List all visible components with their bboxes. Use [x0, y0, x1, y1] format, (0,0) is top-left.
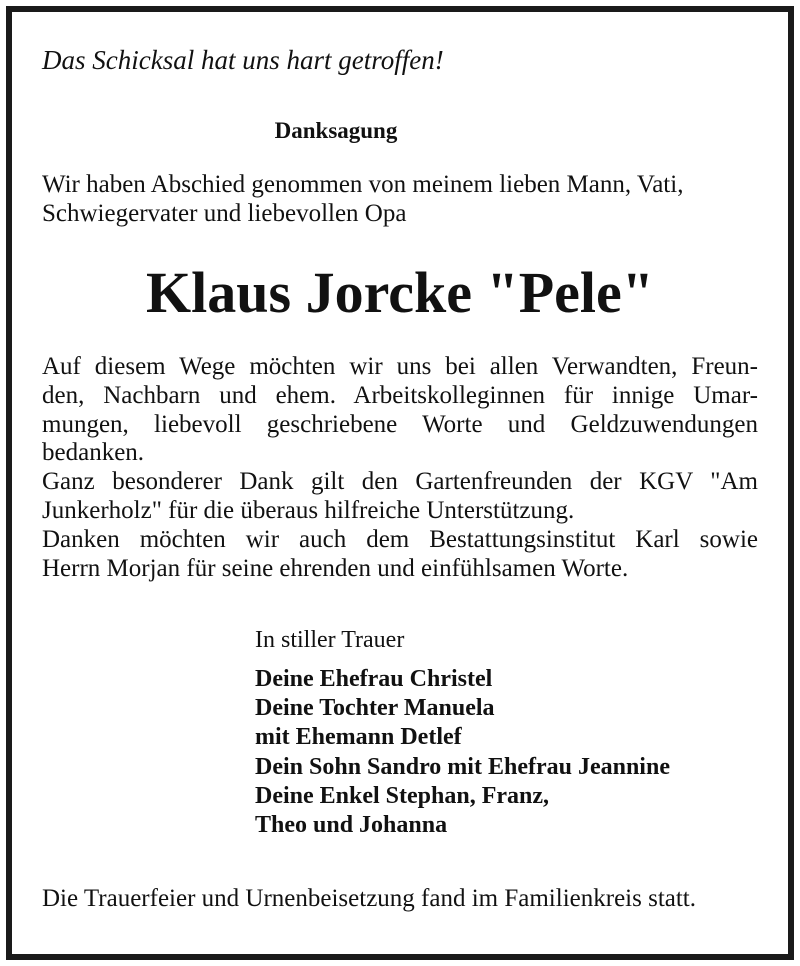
signatory-line: Deine Tochter Manuela: [255, 695, 495, 722]
body-line: Junkerholz" für die überaus hilfreiche Unterstützung.: [42, 496, 575, 524]
body-line: den, Nachbarn und ehem. Arbeitskolleginnen für innige Umar-: [42, 381, 758, 409]
signatory-line: Dein Sohn Sandro mit Ehefrau Jeannine: [255, 753, 670, 780]
body-line: bedanken.: [42, 439, 145, 467]
deceased-name: Klaus Jorcke "Pele": [146, 260, 654, 325]
signatory-line: mit Ehemann Detlef: [255, 724, 462, 751]
signatories-list: [255, 665, 670, 840]
intro-paragraph: [42, 170, 764, 228]
body-line: Herrn Morjan für seine ehrenden und einfühlsamen Worte.: [42, 554, 629, 582]
funeral-note: Die Trauerfeier und Urnenbeisetzung fand im Familienkreis statt.: [42, 885, 697, 912]
signatory-line: Deine Ehefrau Christel: [255, 666, 493, 692]
intro-line: Schwiegervater und liebevollen Opa: [42, 200, 407, 227]
body-line: mungen, liebevoll geschriebene Worte und Geldzuwendungen: [42, 410, 758, 438]
mourning-label: In stiller Trauer: [255, 627, 405, 653]
body-line: Ganz besonderer Dank gilt den Gartenfreunden der KGV "Am: [42, 468, 758, 496]
notice-heading: Danksagung: [274, 118, 398, 143]
thanks-paragraph: [42, 353, 758, 583]
body-line: Auf diesem Wege möchten wir uns bei allen Verwandten, Freun-: [42, 353, 758, 380]
intro-line: Wir haben Abschied genommen von meinem lieben Mann, Vati,: [42, 171, 684, 198]
signatory-line: Theo und Johanna: [255, 812, 448, 839]
motto-line: Das Schicksal hat uns hart getroffen!: [42, 45, 444, 75]
body-line: Danken möchten wir auch dem Bestattungsinstitut Karl sowie: [42, 525, 758, 553]
signatory-line: Deine Enkel Stephan, Franz,: [255, 782, 550, 809]
